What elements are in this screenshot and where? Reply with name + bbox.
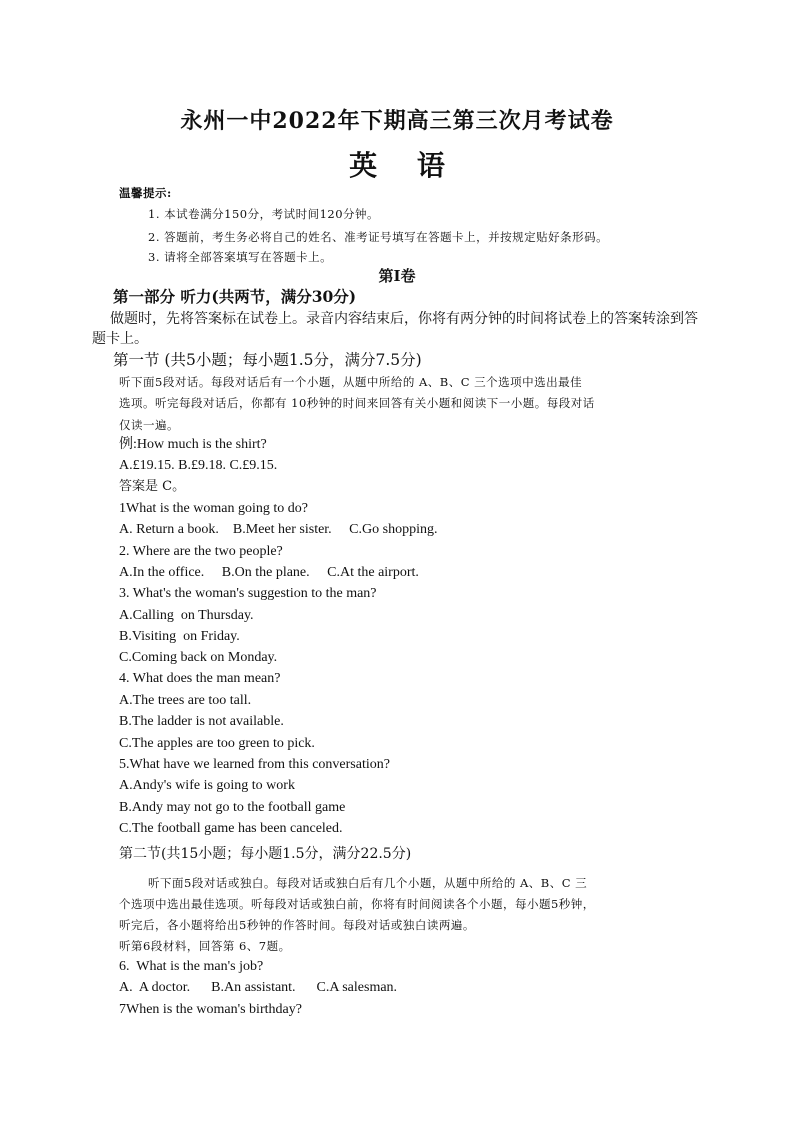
subject-title: 英 语 [349,149,445,182]
section1-instruction: 仅读一遍。 [119,418,179,432]
question-text: 7When is the woman's birthday? [119,1002,302,1017]
section2-instruction: 听第6段材料，回答第 6、7题。 [119,939,291,953]
section2-instruction: 听下面5段对话或独白。每段对话或独白后有几个小题，从题中所给的 A、B、C 三 [148,876,588,890]
section2-instruction: 个选项中选出最佳选项。听每段对话或独白前，你将有时间阅读各个小题，每小题5秒钟， [119,897,595,911]
section1-instruction: 选项。听完每段对话后，你都有 10秒钟的时间来回答有关小题和阅读下一小题。每段对话 [119,396,595,410]
section1-heading: 第一节 (共5小题；每小题1.5分，满分7.5分) [113,351,422,369]
question-text: 2. Where are the two people? [119,544,283,559]
answer-option: B.The ladder is not available. [119,714,284,729]
answer-option: C.The apples are too green to pick. [119,736,315,751]
part1-instruction: 做题时，先将答案标在试卷上。录音内容结束后，你将有两分钟的时间将试卷上的答案转涂到答 [110,311,698,327]
part1-heading: 第一部分 听力(共两节，满分30分) [113,287,357,306]
answer-option: B.Visiting on Friday. [119,629,240,644]
example-question: 例:How much is the shirt? [119,437,267,452]
section1-instruction: 听下面5段对话。每段对话后有一个小题，从题中所给的 A、B、C 三个选项中选出最佳 [119,375,583,389]
answer-option: C.The football game has been canceled. [119,821,343,836]
answer-options: A. A doctor. B.An assistant. C.A salesman. [119,980,398,995]
answer-option: A.The trees are too tall. [119,693,252,708]
answer-option: C.Coming back on Monday. [119,650,278,665]
notice-item: 1. 本试卷满分150分，考试时间120分钟。 [148,207,380,221]
answer-options: A. Return a book. B.Meet her sister. C.Go shopping. [119,522,438,537]
question-text: 4. What does the man mean? [119,671,281,686]
notice-heading: 温馨提示: [119,186,172,200]
answer-option: A.Calling on Thursday. [119,608,254,623]
answer-option: B.Andy may not go to the football game [119,800,346,815]
question-text: 5.What have we learned from this conversation? [119,757,390,772]
example-answer: 答案是 C。 [119,479,186,494]
notice-item: 3. 请将全部答案填写在答题卡上。 [148,250,333,264]
section2-instruction: 听完后，各小题将给出5秒钟的作答时间。每段对话或独白读两遍。 [119,918,475,932]
example-options: A.£19.15. B.£9.18. C.£9.15. [119,458,278,473]
answer-option: A.Andy's wife is going to work [119,778,295,793]
answer-options: A.In the office. B.On the plane. C.At the airport. [119,565,419,580]
exam-title: 永州一中2022年下期高三第三次月考试卷 [180,108,614,134]
question-text: 1What is the woman going to do? [119,501,308,516]
volume-label: 第I卷 [378,267,416,285]
notice-item: 2. 答题前，考生务必将自己的姓名、准考证号填写在答题卡上，并按规定贴好条形码。 [148,230,609,244]
section2-heading: 第二节(共15小题；每小题1.5分，满分22.5分) [119,846,412,862]
question-text: 6. What is the man's job? [119,959,264,974]
part1-instruction: 题卡上。 [92,331,148,347]
question-text: 3. What's the woman's suggestion to the man? [119,586,377,601]
